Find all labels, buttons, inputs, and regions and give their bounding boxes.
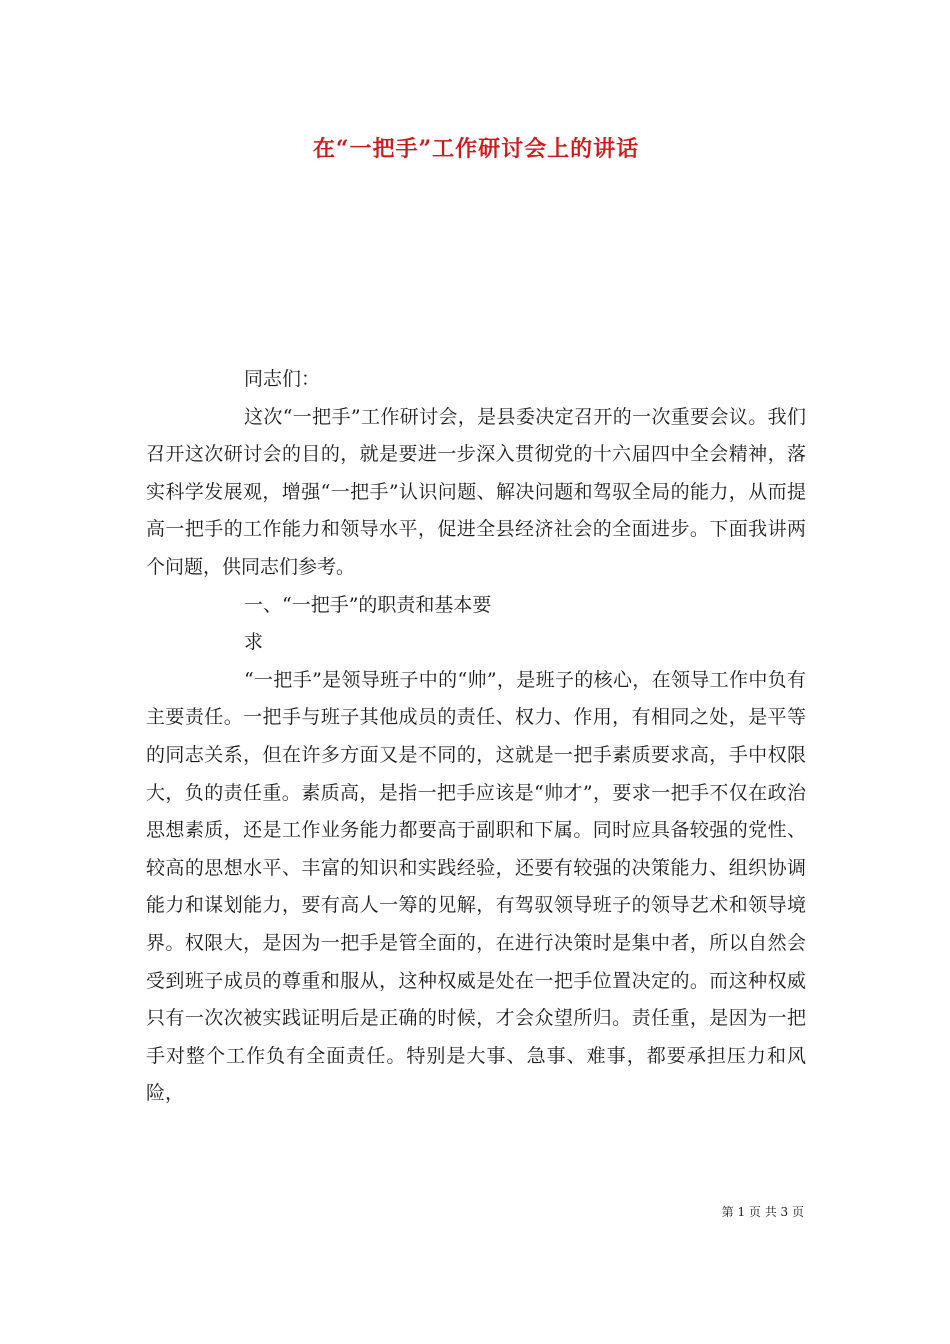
body-paragraph: “一把手”是领导班子中的“帅”，是班子的核心，在领导工作中负有主要责任。一把手与班子其他成员的责任、权力、作用，有相同之处，是平等的同志关系，但在许多方面又是不同的，这就是一把手素质要求高，手中权限大，负的责任重。素质高，是指一把手应该是“帅才”，要求一把手不仅在政治思想素质，还是工作业务能力都要高于副职和下属。同时应具备较强的党性、较高的思想水平、丰富的知识和实践经验，还要有较强的决策能力、组织协调能力和谋划能力，要有高人一筹的见解，有驾驭领导班子的领导艺术和领导境界。权限大，是因为一把手是管全面的，在进行决策时是集中者，所以自然会受到班子成员的尊重和服从，这种权威是处在一把手位置决定的。而这种权威只有一次次被实践证明后是正确的时候，才会众望所归。责任重，是因为一把手对整个工作负有全面责任。特别是大事、急事、难事，都要承担压力和风险， (146, 668, 806, 1105)
document-title: 在“一把手”工作研讨会上的讲话 (312, 136, 640, 162)
section-heading-line-1: 一、“一把手”的职责和基本要 (244, 593, 492, 616)
document-body (146, 361, 806, 1113)
greeting: 同志们： (244, 368, 321, 390)
page-number-footer: 第 1 页 共 3 页 (721, 1205, 804, 1219)
section-heading-line-2: 求 (244, 631, 264, 654)
intro-paragraph: 这次“一把手”工作研讨会，是县委决定召开的一次重要会议。我们召开这次研讨会的目的，就是要进一步深入贯彻党的十六届四中全会精神，落实科学发展观，增强“一把手”认识问题、解决问题和驾驭全局的能力，从而提高一把手的工作能力和领导水平，促进全县经济社会的全面进步。下面我讲两个问题，供同志们参考。 (146, 405, 806, 578)
